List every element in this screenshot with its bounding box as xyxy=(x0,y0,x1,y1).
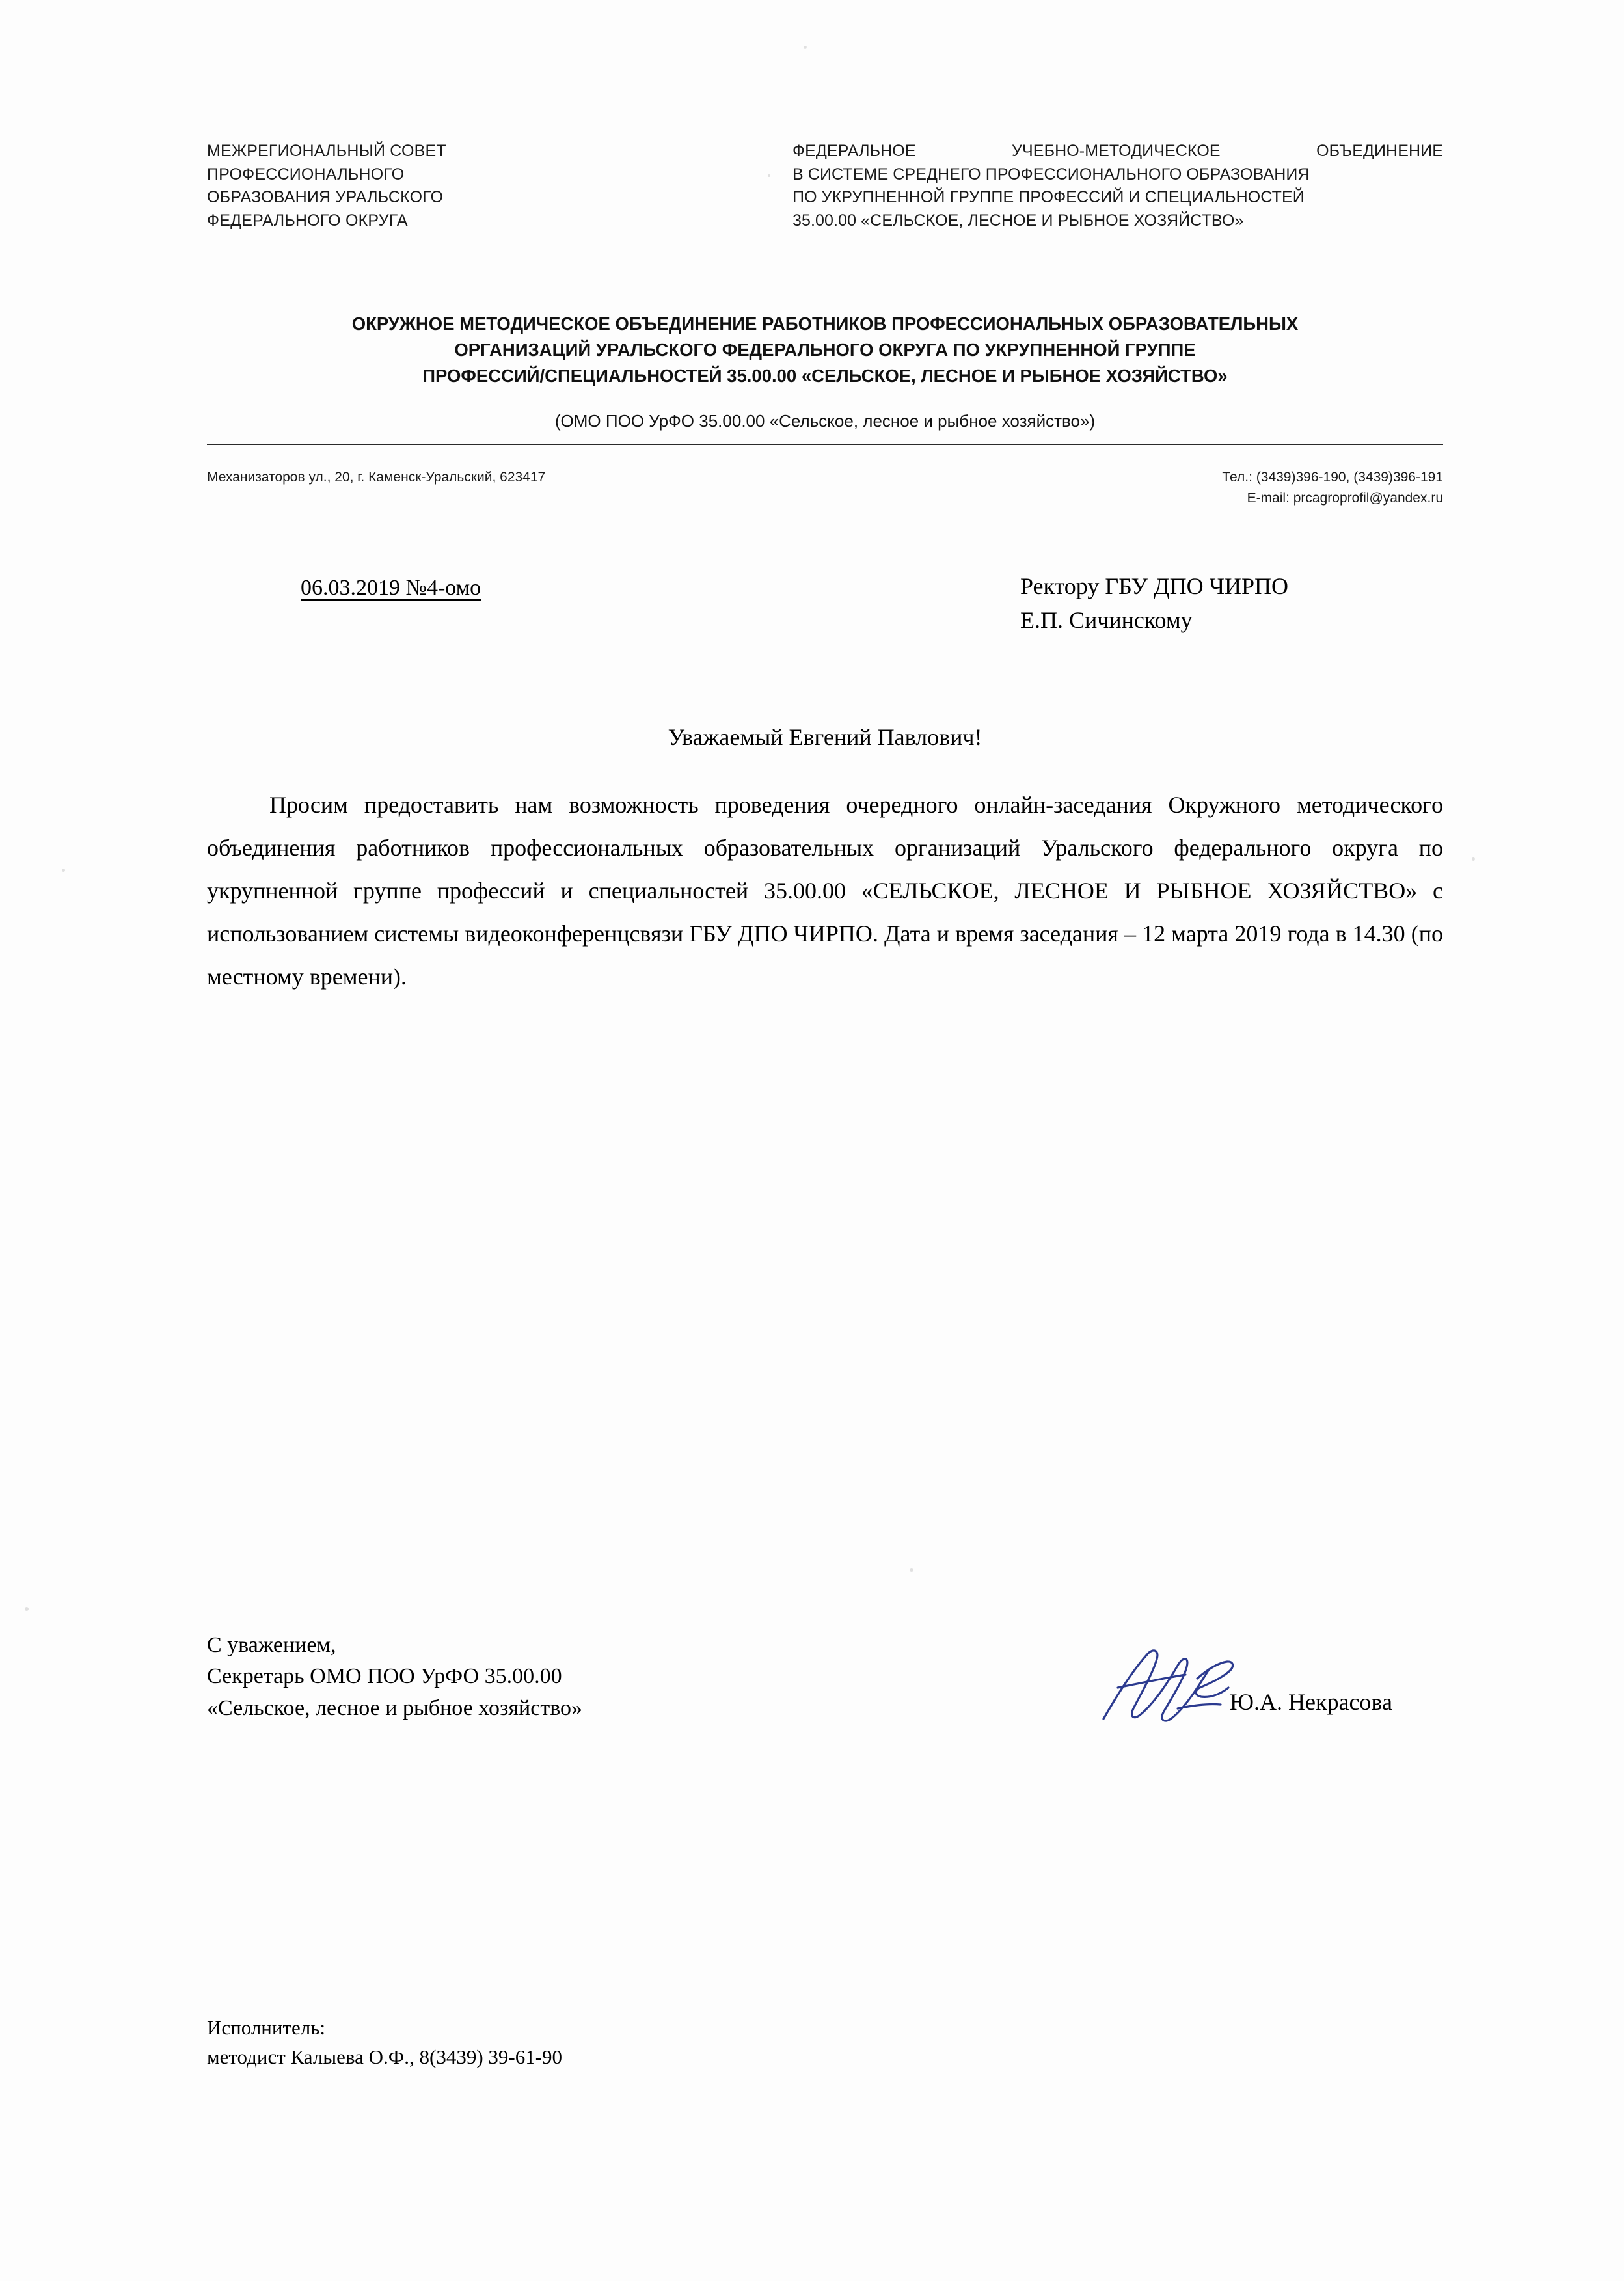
addressee-block xyxy=(1020,569,1288,637)
letterhead-right-line: 35.00.00 «СЕЛЬСКОЕ, ЛЕСНОЕ И РЫБНОЕ ХОЗЯЙСТВО» xyxy=(792,211,1244,230)
executor-value: методист Калыева О.Ф., 8(3439) 39-61-90 xyxy=(207,2045,563,2068)
addressee-line: Ректору ГБУ ДПО ЧИРПО xyxy=(1020,573,1288,599)
signer-name: Ю.А. Некрасова xyxy=(1230,1689,1392,1715)
letterhead-right-block xyxy=(792,140,1443,232)
letterhead xyxy=(207,140,1443,232)
signature-role-line: «Сельское, лесное и рыбное хозяйство» xyxy=(207,1695,583,1720)
signature-block xyxy=(207,1630,582,1724)
organization-subtitle: (ОМО ПОО УрФО 35.00.00 «Сельское, лесное и рыбное хозяйство») xyxy=(554,411,1096,431)
contact-email: E-mail: prcagroprofil@yandex.ru xyxy=(1247,490,1443,506)
contact-address: Механизаторов ул., 20, г. Каменск-Уральский, 623417 xyxy=(207,470,546,485)
organization-title-line: ОКРУЖНОЕ МЕТОДИЧЕСКОЕ ОБЪЕДИНЕНИЕ РАБОТНИКОВ ПРОФЕССИОНАЛЬНЫХ ОБРАЗОВАТЕЛЬНЫХ xyxy=(351,314,1299,334)
organization-title-line: ОРГАНИЗАЦИЙ УРАЛЬСКОГО ФЕДЕРАЛЬНОГО ОКРУГА ПО УКРУПНЕННОЙ ГРУППЕ xyxy=(454,339,1196,360)
letterhead-left-block xyxy=(207,140,571,232)
organization-title-line: ПРОФЕССИЙ/СПЕЦИАЛЬНОСТЕЙ 35.00.00 «СЕЛЬСКОЕ, ЛЕСНОЕ И РЫБНОЕ ХОЗЯЙСТВО» xyxy=(422,365,1228,386)
salutation: Уважаемый Евгений Павлович! xyxy=(668,724,982,750)
letterhead-right-word: УЧЕБНО-МЕТОДИЧЕСКОЕ xyxy=(1012,142,1221,160)
addressee-line: Е.П. Сичинскому xyxy=(1020,607,1193,634)
contact-phone: Тел.: (3439)396-190, (3439)396-191 xyxy=(1222,470,1443,485)
signature-role-line: Секретарь ОМО ПОО УрФО 35.00.00 xyxy=(207,1664,562,1689)
letterhead-right-word: ФЕДЕРАЛЬНОЕ xyxy=(792,142,916,160)
header-divider xyxy=(207,444,1443,445)
letterhead-right-word: ОБЪЕДИНЕНИЕ xyxy=(1316,142,1443,160)
letterhead-left-line: МЕЖРЕГИОНАЛЬНЫЙ СОВЕТ xyxy=(207,142,446,160)
handwritten-signature-icon xyxy=(1100,1646,1239,1731)
scan-speckle xyxy=(1472,857,1475,861)
letterhead-right-line: ПО УКРУПНЕННОЙ ГРУППЕ ПРОФЕССИЙ И СПЕЦИАЛЬНОСТЕЙ xyxy=(792,188,1305,206)
document-number-and-date: 06.03.2019 №4-омо xyxy=(301,576,481,600)
scan-speckle xyxy=(25,1607,29,1611)
letterhead-right-line xyxy=(792,140,1443,163)
letterhead-right-line: В СИСТЕМЕ СРЕДНЕГО ПРОФЕССИОНАЛЬНОГО ОБРАЗОВАНИЯ xyxy=(792,165,1310,183)
organization-title xyxy=(207,311,1443,389)
letterhead-left-line: ПРОФЕССИОНАЛЬНОГО xyxy=(207,165,405,183)
scan-speckle xyxy=(62,869,65,872)
contact-right-block xyxy=(1222,467,1443,508)
body-paragraph: Просим предоставить нам возможность проведения очередного онлайн-заседания Окружного методического объединения работников профессиональных образовательных организаций Уральского федерального округа по укрупненной группе профессий и специальностей 35.00.00 «СЕЛЬСКОЕ, ЛЕСНОЕ И РЫБНОЕ ХОЗЯЙСТВО» с использованием системы видеоконференцсвязи ГБУ ДПО ЧИРПО. Дата и время заседания – 12 марта 2019 года в 14.30 (по местному времени). xyxy=(207,792,1443,990)
executor-block xyxy=(207,2014,562,2072)
contacts-row xyxy=(207,467,1443,508)
letterhead-left-line: ОБРАЗОВАНИЯ УРАЛЬСКОГО xyxy=(207,188,444,206)
scan-speckle xyxy=(910,1568,914,1572)
letterhead-left-line: ФЕДЕРАЛЬНОГО ОКРУГА xyxy=(207,211,408,230)
signature-closing: С уважением, xyxy=(207,1633,336,1657)
scan-speckle xyxy=(804,46,807,49)
executor-label: Исполнитель: xyxy=(207,2016,326,2039)
